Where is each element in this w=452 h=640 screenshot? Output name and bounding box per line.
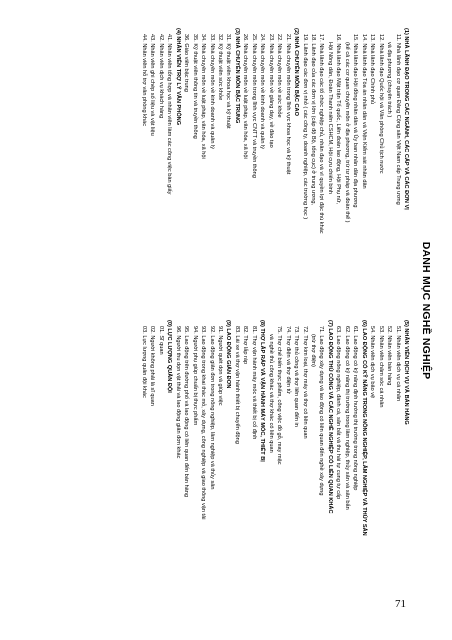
occupation-line: 44. Nhân viên hỗ trợ văn phòng khác <box>140 34 147 126</box>
occupation-line: 96. Người thu dọn vật thải và lao động giản đơn khác <box>174 326 181 459</box>
right-column <box>140 320 411 593</box>
occupation-line: 81. Thợ vận hành máy móc và thiết bị cố định <box>250 326 257 440</box>
page-number: 71 <box>395 598 406 610</box>
occupation-line: Hội Nông dân, Đoàn Thanh niên CSHCM, Hội cựu chiến binh <box>326 42 333 194</box>
occupation-line: 54. Nhân viên dịch vụ bảo vệ <box>369 326 376 399</box>
occupation-line: 25. Nhà chuyên môn trong lĩnh vực CNTT và truyền thông <box>250 34 257 178</box>
occupation-line: 75. Thợ chế biến thực phẩm, công việc đồ gỗ, may mặc <box>276 326 283 465</box>
occupation-line: 53. Nhân viên chăm sóc cá nhân <box>377 326 384 408</box>
section-heading: (9) LAO ĐỘNG GIẢN ĐƠN <box>225 320 232 389</box>
occupation-line: 63. Lao động nông nghiệp, đánh cá, săn bắt và thu hái tự cung tự cấp <box>335 326 342 500</box>
section-heading: (6) LAO ĐỘNG CÓ KỸ NĂNG TRONG NÔNG NGHIỆP, LÂM NGHIỆP VÀ THỦY SẢN <box>360 320 367 536</box>
occupation-line: 95. Lao động trên đường phố và lao động có liên quan đến bán hàng <box>183 326 190 498</box>
occupation-line: 34. Nhà chuyên môn về luật pháp, văn hóa, xã hội <box>200 34 207 159</box>
occupation-line: 91. Người quét dọn và giúp việc <box>217 326 224 406</box>
occupation-line: 22. Nhà chuyên môn về sức khỏe <box>276 34 283 118</box>
occupation-line: 71. Lao động xây dựng và lao động có liên quan đến nghề xây dựng <box>318 326 325 496</box>
occupation-line: 16. Nhà lãnh đạo Mặt trận Tổ quốc, Liên đoàn lao động, Hội Phụ nữ, <box>335 34 342 205</box>
occupation-line: 15. Nhà lãnh đạo Hội đồng nhân dân và Ủy ban nhân dân địa phương <box>352 34 359 208</box>
section-heading: (4) NHÂN VIÊN TRỢ LÝ VĂN PHÒNG <box>174 28 181 126</box>
occupation-line: 42. Nhân viên dịch vụ khách hàng <box>157 34 164 119</box>
occupation-line: 35. Kỹ thuật viên thông tin và truyền thông <box>191 34 198 139</box>
occupation-line: (trừ thợ điện) <box>310 334 317 367</box>
page-title: DANH MỤC NGHỀ NGHIỆP <box>420 241 432 380</box>
occupation-line: 14. Nhà lãnh đạo Tòa án nhân dân và Viện Kiểm sát nhân dân <box>360 34 367 189</box>
occupation-line: 21. Nhà chuyên môn trong lĩnh vực khoa học và kỹ thuật <box>284 34 291 175</box>
occupation-line: 93. Lao động trong khai thác mỏ, xây dựng, công nghiệp và giao thông vận tải <box>200 326 207 520</box>
occupation-line: 41. Nhân viên tổng hợp và nhân viên làm các công việc bàn giấy <box>166 34 173 195</box>
occupation-line: 18. Lãnh đạo của các đơn vị lớn (cấp độ Bộ, tổng cục) ở trung ương, <box>310 34 317 206</box>
occupation-line: 26. Nhà chuyên môn về luật pháp, văn hóa, xã hội <box>242 34 249 159</box>
section-heading: (5) NHÂN VIÊN DỊCH VỤ VÀ BÁN HÀNG <box>403 320 409 425</box>
occupation-line: 73. Thợ thủ công và thợ liên quan đến in <box>293 326 300 427</box>
left-column <box>140 28 411 308</box>
occupation-line: 33. Nhà chuyên môn về kinh doanh và quản lý <box>208 34 215 150</box>
occupation-line: 11. Nhà lãnh đạo cơ quan Đảng Cộng sản Việt Nam cấp Trung ương <box>394 34 401 205</box>
occupation-line: 82. Thợ lắp ráp <box>242 326 249 365</box>
occupation-line: 51. Nhân viên dịch vụ cá nhân <box>394 326 401 402</box>
occupation-line: 19. Lãnh đạo các đơn vị nhỏ ( các công ty, doanh nghiệp, các trường học ) <box>301 34 308 220</box>
occupation-line: 43. Nhân viên ghi chép số liệu và vật liệu <box>149 34 156 136</box>
occupation-line: và địa phương (chuyên trách ) <box>386 42 393 118</box>
occupation-line: 23. Nhà chuyên môn về giảng dạy, về đào tạo <box>267 34 274 148</box>
occupation-line: 24. Nhà chuyên môn về kinh doanh và quản lý <box>259 34 266 150</box>
occupation-line: và nghề thủ công khác và thợ khác có liên quan <box>267 334 274 453</box>
occupation-line: 94. Người phụ giúp chuẩn bị thực phẩm <box>191 326 198 426</box>
occupation-line: 03. Lực lượng quân đội khác <box>140 326 147 398</box>
occupation-line: 36. Giáo viên bậc trung <box>183 34 190 92</box>
occupation-line: 62. Lao động có kỹ năng thị trường trong lâm nghiệp, thủy sản và săn bắn <box>343 326 350 510</box>
occupation-line: 01. Sĩ quan <box>157 326 164 355</box>
occupation-line: 52. Nhân viên bán hàng <box>386 326 393 386</box>
occupation-line: 02. Người không phải là sĩ quan <box>149 326 156 406</box>
section-heading: (0) LỰC LƯỢNG QUÂN ĐỘI <box>166 320 173 393</box>
occupation-line: 83. Lái xe và thợ vận hành thiết bị chuyển động <box>233 326 240 444</box>
occupation-line: 31. Kỹ thuật viên khoa học và kỹ thuật <box>225 34 232 129</box>
section-heading: (3) NHÀ CHUYÊN MÔN BẬC TRUNG <box>233 28 240 124</box>
section-heading: (2) NHÀ CHUYÊN MÔN BẬC CAO <box>293 28 300 116</box>
rotated-document-page <box>52 28 432 593</box>
section-heading: (7) LAO ĐỘNG THỦ CÔNG VÀ CÁC NGHỀ NGHIỆP CÓ LIÊN QUAN KHÁC <box>326 320 333 514</box>
occupation-line: 92. Lao động giản đơn trong nông nghiệp, lâm nghiệp và thủy sản <box>208 326 215 490</box>
occupation-line: 13. Nhà lãnh đạo Chính phủ <box>369 34 376 104</box>
occupation-line: 72. Thợ kim loại, thợ máy và thợ có liên quan <box>301 326 308 439</box>
section-heading: (8) THỢ LẮP RÁP VÀ VẬN HÀNH MÁY MÓC, THIẾT BỊ <box>259 320 266 462</box>
occupation-line: 74. Thợ điện và thợ điện tử <box>284 326 291 394</box>
occupation-line: 61. Lao động có kỹ năng định hướng thị trường trong nông nghiệp <box>352 326 359 491</box>
occupation-line: 17. Nhà lãnh đạo các tổ chức nghiệp chủ, nhân đạo và vì quyền lợi đặc thù khác <box>318 34 325 234</box>
section-heading: (1) NHÀ LÃNH ĐẠO TRONG CÁC NGÀNH, CÁC CẤP VÀ CÁC ĐƠN VỊ <box>403 28 409 210</box>
occupation-line: 12. Nhà lãnh đạo Quốc hội và Văn phòng Chủ tịch nước <box>377 34 384 174</box>
occupation-line: (kể cả các cơ quan chuyên môn ở địa phương, trừ tư pháp và đoàn thể ) <box>343 42 350 223</box>
occupation-line: 32. Kỹ thuật viên sức khỏe <box>217 34 224 101</box>
